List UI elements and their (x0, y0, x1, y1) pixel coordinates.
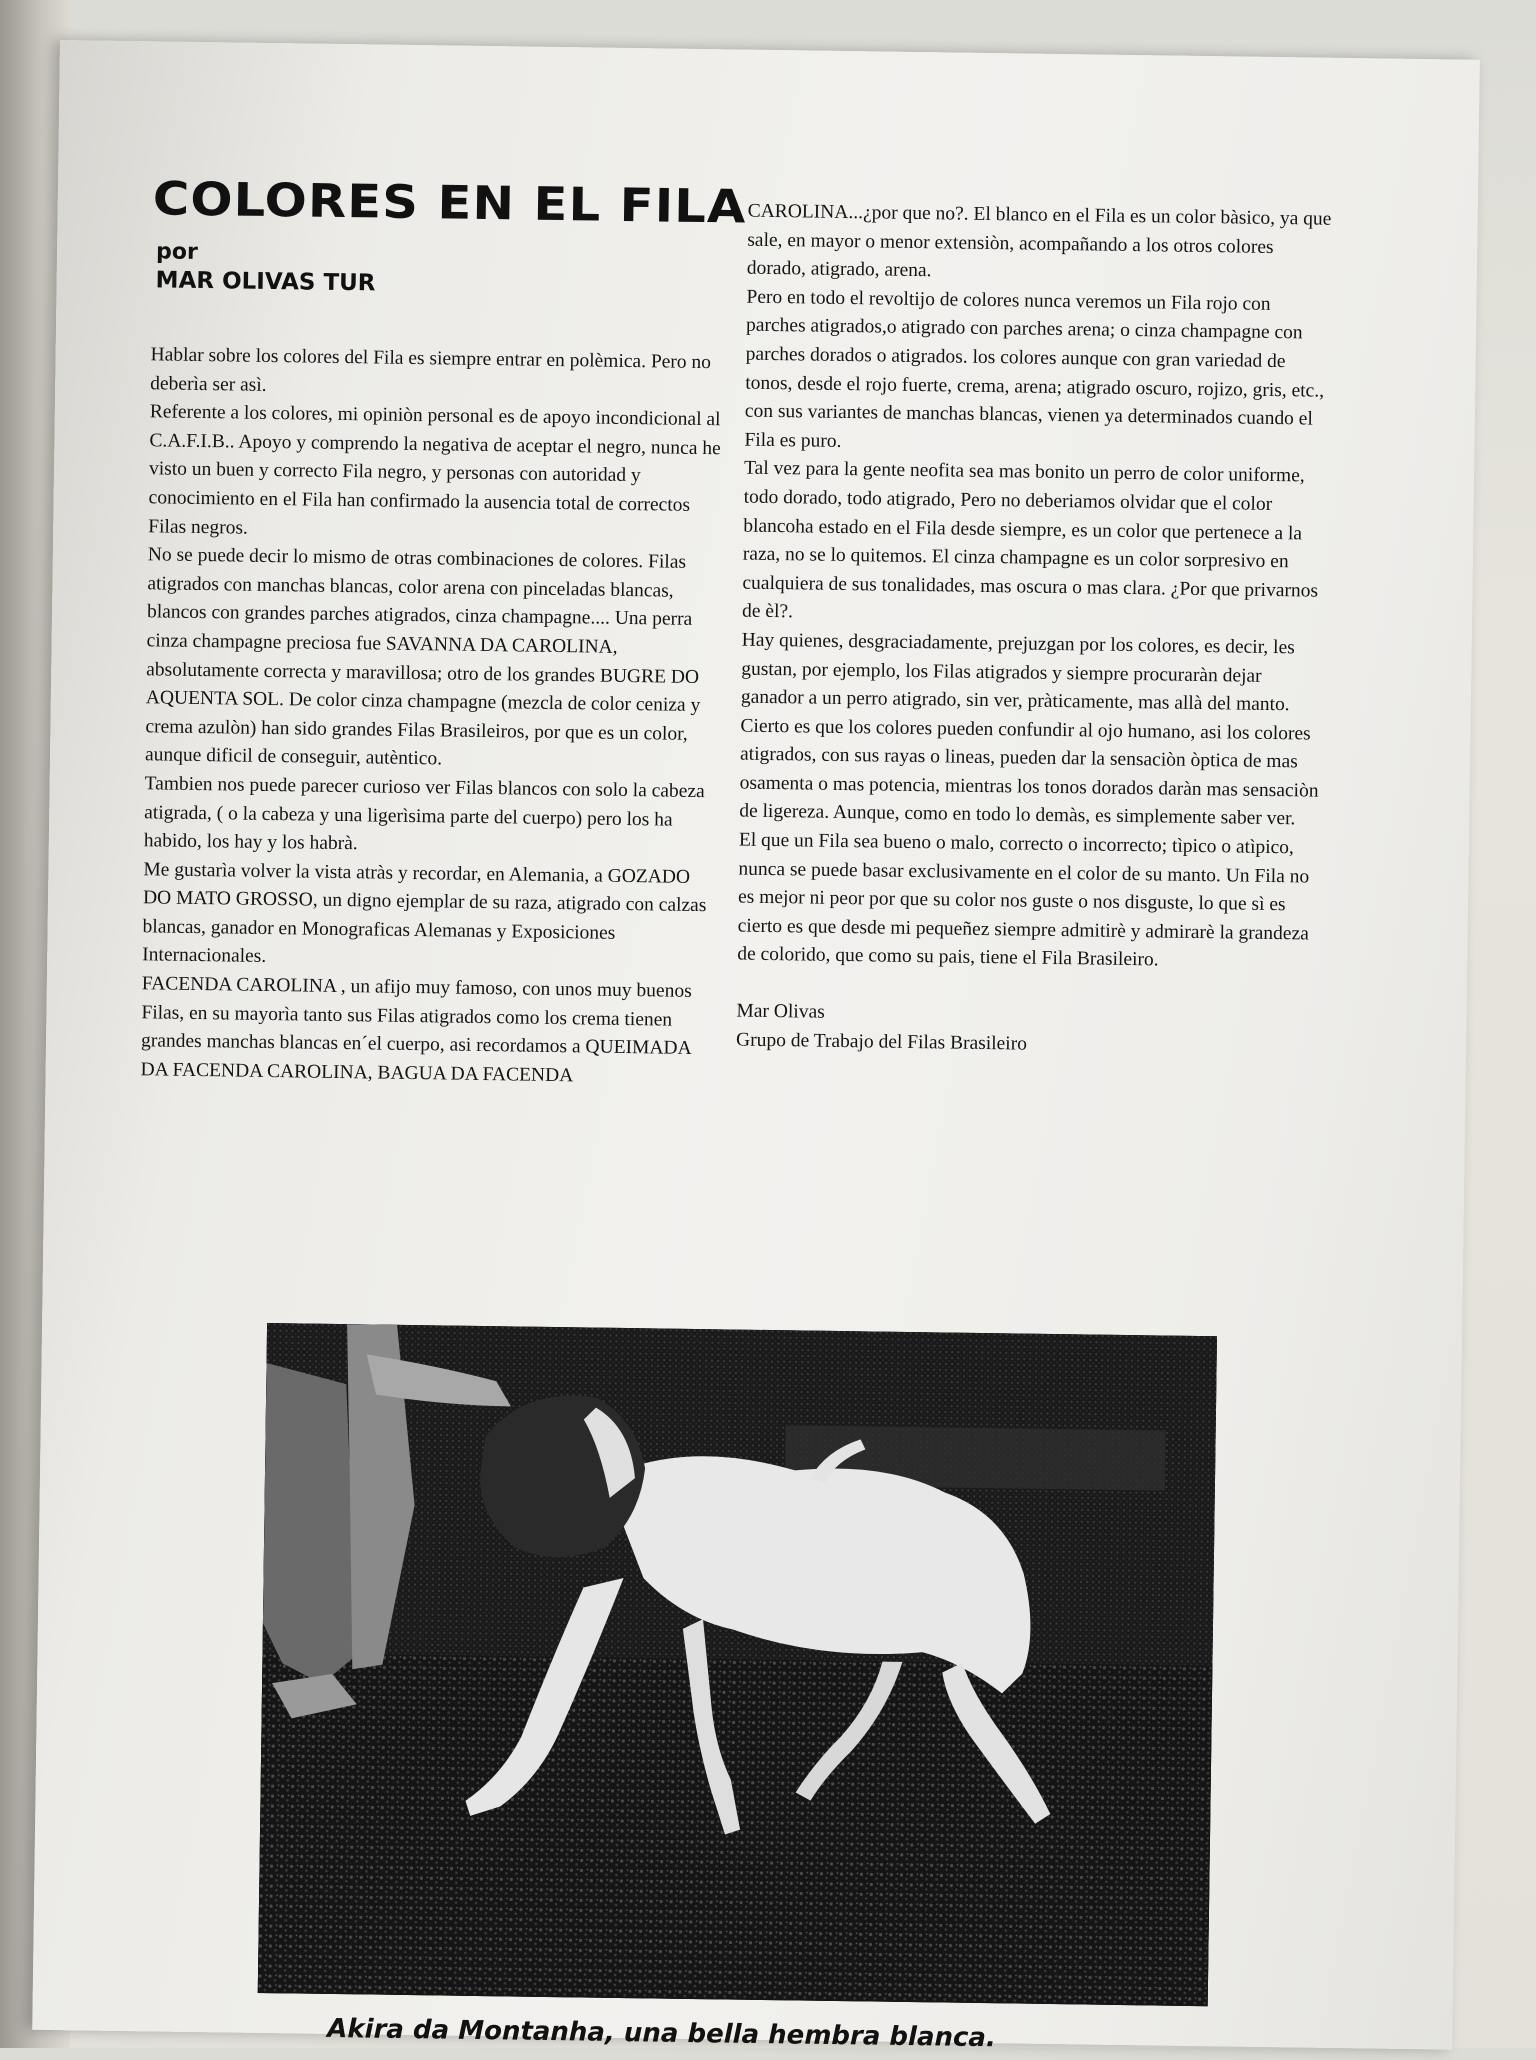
paragraph: CAROLINA...¿por que no?. El blanco en el Fila es un color bàsico, ya que sale, en mayor o menor extensiòn, acompañando a los otros colores dorado, atigrado, arena. (746, 200, 1332, 282)
paragraph: El que un Fila sea bueno o malo, correcto o incorrecto; tìpico o atìpico, nunca se puede basar exclusivamente en el color de su manto. Un Fila no es mejor ni peor por que su color nos guste o nos disguste, lo que sì es cierto es que desde mi pequeñez siempre admitirè y admirarè la grandeza de colorido, que como su pais, tiene el Fila Brasileiro. (737, 829, 1310, 971)
paragraph: Hablar sobre los colores del Fila es siempre entrar en polèmica. Pero no deberìa ser asì. (150, 344, 712, 396)
photo-caption: Akira da Montanha, una bella hembra blanca. (327, 2013, 997, 2054)
dog-photo-illustration (258, 1323, 1217, 2006)
magazine-page (32, 40, 1480, 2054)
paragraph: Referente a los colores, mi opiniòn personal es de apoyo incondicional al C.A.F.I.B.. Apoyo y comprendo la negativa de aceptar el negro, nunca he visto un buen y correcto Fila negro, y personas con autoridad y conocimiento en el Fila han confirmado la ausencia total de correctos Filas negros. (148, 401, 721, 539)
article-column-right (736, 198, 1333, 1063)
signature-group: Grupo de Trabajo del Filas Brasileiro (735, 1029, 1028, 1055)
byline-author: MAR OLIVAS TUR (155, 267, 376, 297)
byline-prefix: por (155, 239, 198, 265)
paragraph: Tal vez para la gente neofita sea mas bonito un perro de color uniforme, todo dorado, todo atigrado, Pero no deberiamos olvidar que el color blancoha estado en el Fila desde siempre, es un color que pertenece a la raza, no se lo quitemos. El cinza champagne es un color sorpresivo en cualquiera de sus tonalidades, mas oscura o mas clara. ¿Por que privarnos de èl?. (741, 457, 1319, 623)
signature-name: Mar Olivas (736, 1000, 825, 1023)
paragraph: FACENDA CAROLINA , un afijo muy famoso, con unos muy buenos Filas, en su mayorìa tanto sus Filas atigrados como los crema tienen grandes manchas blancas en´el cuerpo, asi recordamos a QUEIMADA DA FACENDA CAROLINA, BAGUA DA FACENDA (140, 973, 692, 1087)
paragraph: Tambien nos puede parecer curioso ver Filas blancos con solo la cabeza atigrada, ( o la cabeza y una ligerìsima parte del cuerpo) pero los ha habido, los hay y los habrà. (143, 773, 705, 855)
paragraph: Pero en todo el revoltijo de colores nunca veremos un Fila rojo con parches atigrados,o atigrado con parches arena; o cinza champagne con parches dorados o atigrados. los colores aunque con gran variedad de tonos, desde el rojo fuerte, crema, arena; atigrado oscuro, rojizo, gris, etc., con sus variantes de manchas blancas, vienen ya determinados cuando el Fila es puro. (744, 286, 1325, 452)
dog-photo (258, 1323, 1217, 2006)
paragraph: Hay quienes, desgraciadamente, prejuzgan por los colores, es decir, les gustan, por ejemplo, los Filas atigrados y siempre procuraràn dejar ganador a un perro atigrado, sin ver, pràticamente, mas allà del manto. Cierto es que los colores pueden confundir al ojo humano, asi los colores atigrados, con sus rayas o lineas, pueden dar la sensaciòn òptica de mas osamenta o mas potencia, mientras los tonos dorados daràn mas sensaciòn de ligereza. Aunque, como en todo lo demàs, es simplemente saber ver. (739, 629, 1319, 830)
paragraph: No se puede decir lo mismo de otras combinaciones de colores. Filas atigrados con manchas blancas, color arena con pinceladas blancas, blancos con grandes parches atigrados, cinza champagne.... Una perra cinza champagne preciosa fue SAVANNA DA CAROLINA, absolutamente correcta y maravillosa; otro de los grandes BUGRE DO AQUENTA SOL. De color cinza champagne (mezcla de color ceniza y crema azulòn) han sido grandes Filas Brasileiros, por que es un color, aunque dificil de conseguir, autèntico. (144, 544, 701, 770)
article-column-left (140, 341, 725, 1092)
page-content (140, 131, 1344, 2054)
article-title: COLORES EN EL FILA (152, 171, 747, 234)
paragraph: Me gustarìa volver la vista atràs y recordar, en Alemania, a GOZADO DO MATO GROSSO, un digno ejemplar de su raza, atigrado con calzas blancas, ganador en Monograficas Alemanas y Exposiciones Internacionales. (142, 858, 707, 968)
